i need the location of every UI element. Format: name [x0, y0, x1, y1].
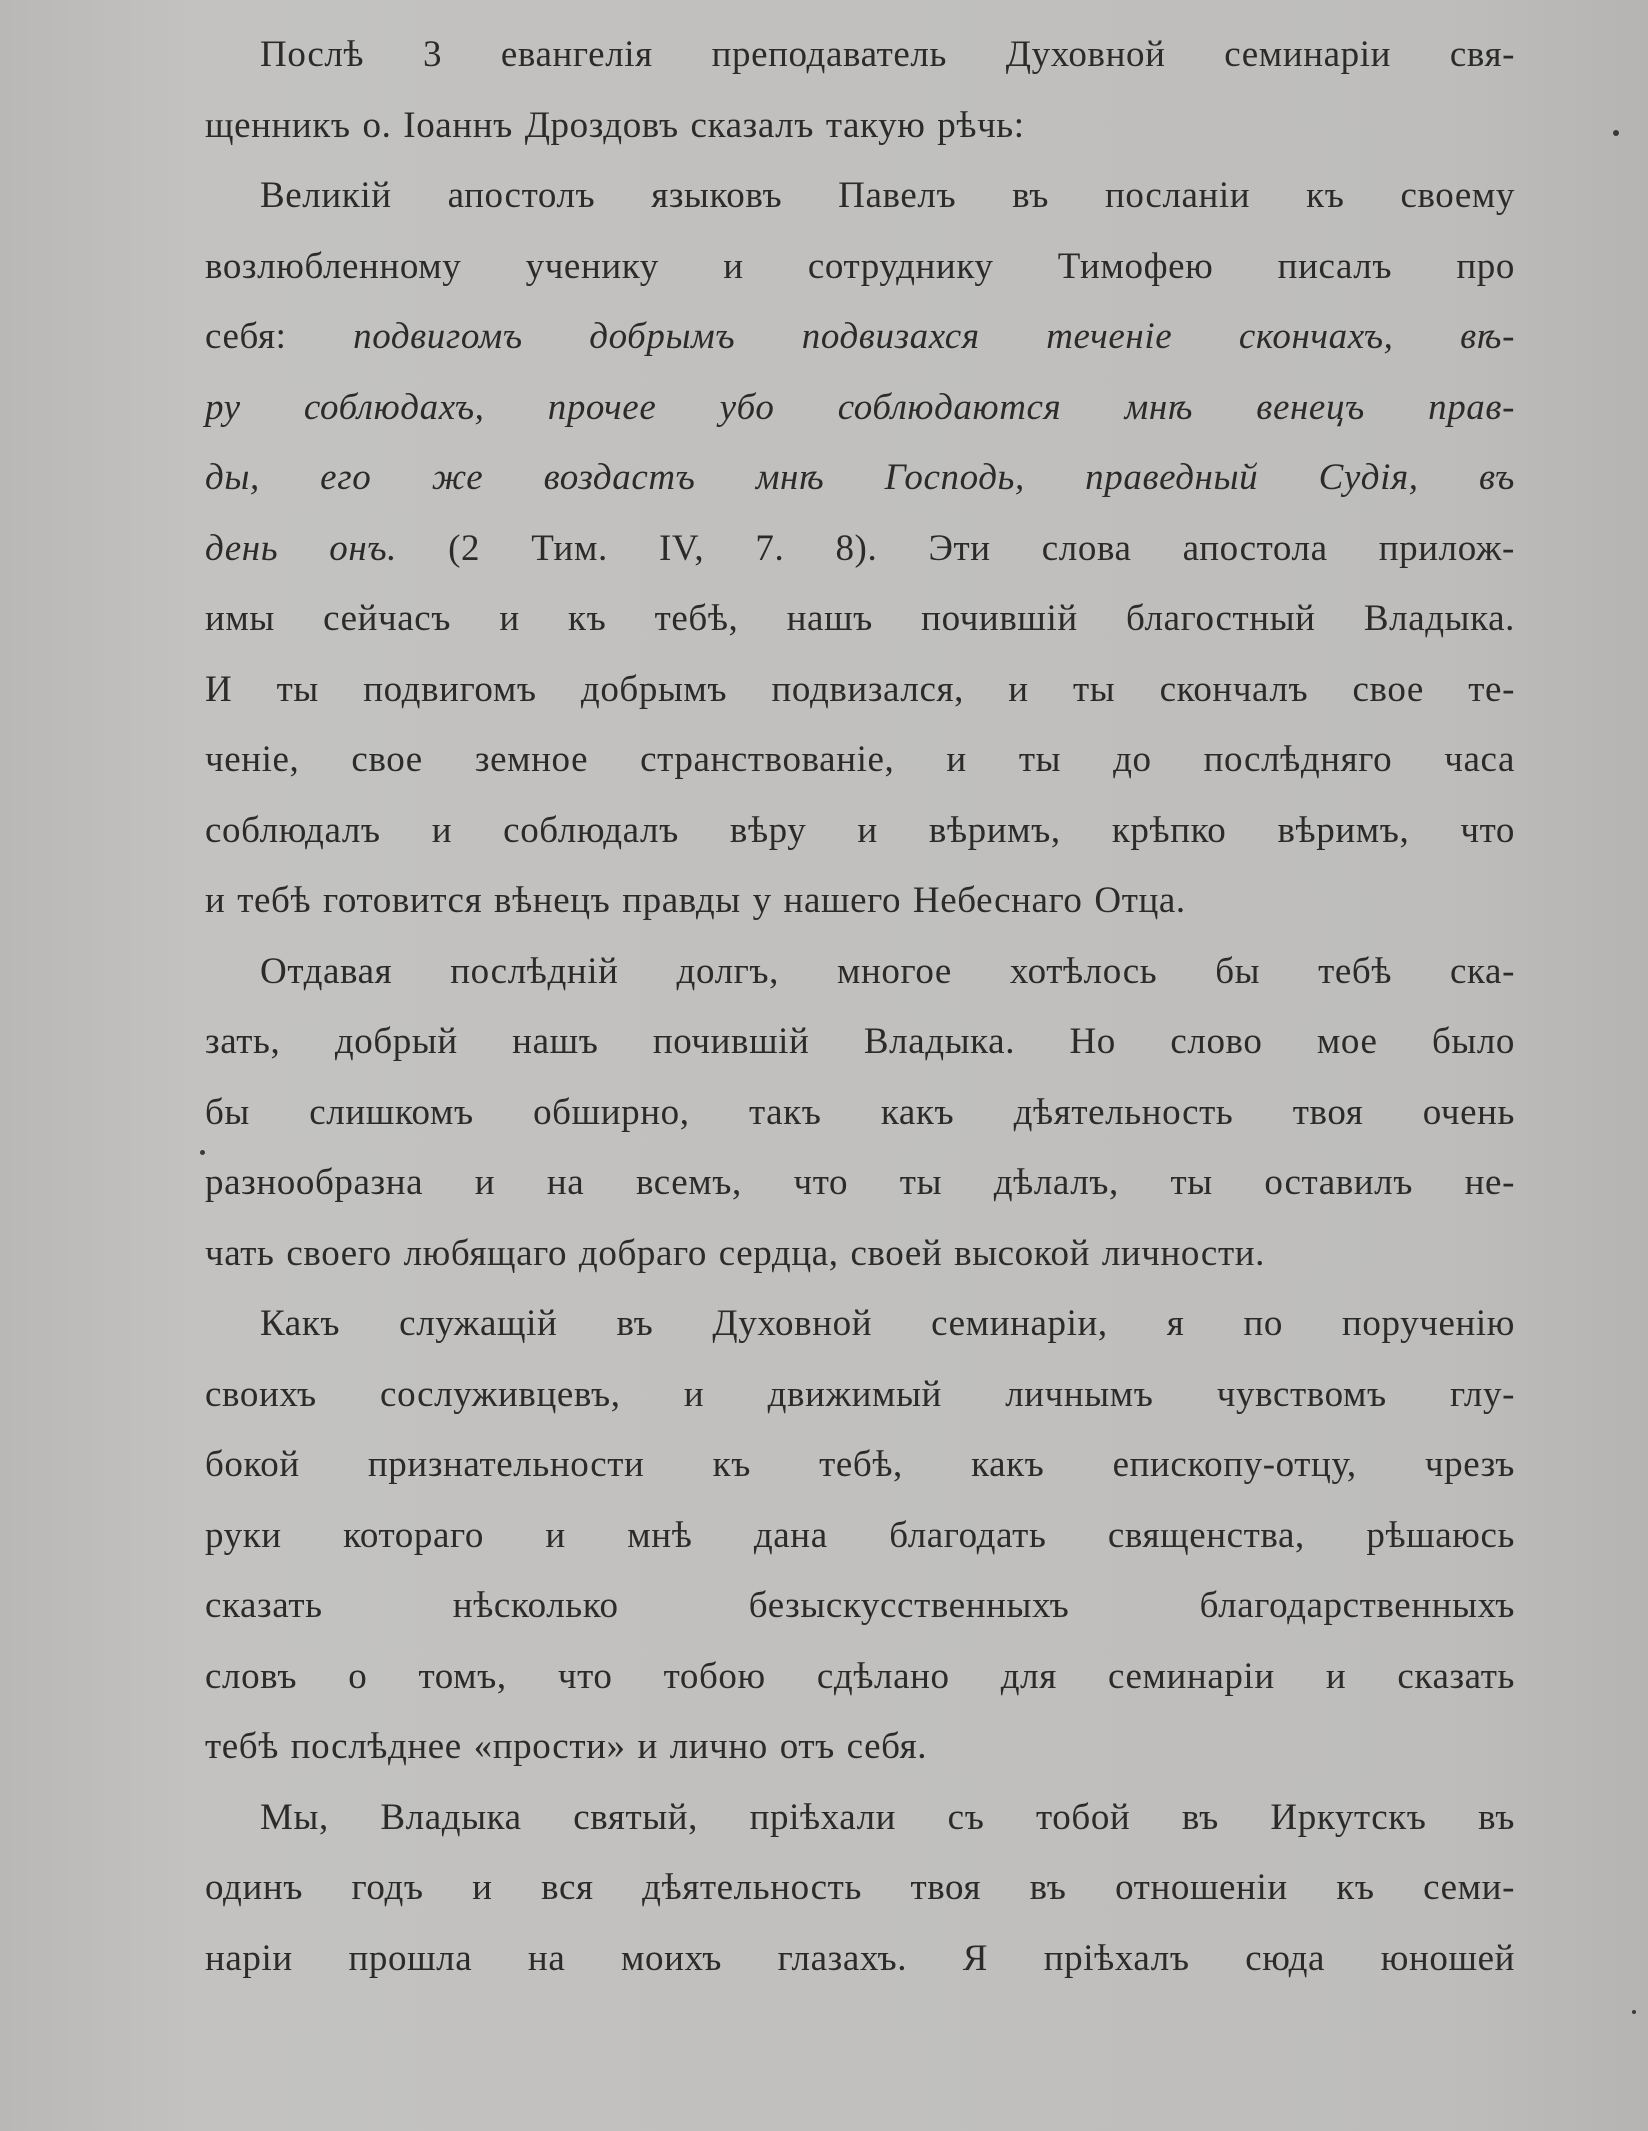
text-line: [205, 655, 1515, 726]
italic-quote-text: ру соблюдахъ, прочее убо соблюдаются мнѣ венецъ прав-: [205, 386, 1515, 428]
body-text: Великій апостолъ языковъ Павелъ въ посланіи къ своему: [260, 175, 1515, 216]
print-speck: [1613, 130, 1619, 136]
text-line: [205, 937, 1515, 1008]
text-line: [205, 1853, 1515, 1924]
body-text: Отдавая послѣдній долгъ, многое хотѣлось бы тебѣ ска-: [260, 950, 1515, 992]
text-line: [205, 796, 1515, 867]
text-line: [205, 302, 1515, 373]
body-text: разнообразна и на всемъ, что ты дѣлалъ, ты оставилъ не-: [205, 1162, 1515, 1203]
print-speck: [200, 1150, 205, 1155]
body-text: тебѣ послѣднее «прости» и лично отъ себя.: [205, 1726, 928, 1767]
text-line: [205, 1924, 1515, 1995]
body-text: своихъ сослуживцевъ, и движимый личнымъ чувствомъ глу-: [205, 1373, 1515, 1415]
body-text: И ты подвигомъ добрымъ подвизался, и ты скончалъ свое те-: [205, 668, 1515, 710]
body-text: Какъ служащій въ Духовной семинаріи, я по порученію: [260, 1303, 1515, 1344]
text-line: [205, 1571, 1515, 1642]
body-text: зать, добрый нашъ почившій Владыка. Но слово мое было: [205, 1021, 1515, 1062]
body-text: чать своего любящаго добраго сердца, своей высокой личности.: [205, 1232, 1265, 1274]
italic-quote-text: день онъ.: [205, 527, 398, 569]
text-line: [205, 1430, 1515, 1501]
text-line: [205, 1078, 1515, 1149]
text-line: [205, 1219, 1515, 1290]
body-text: руки котораго и мнѣ дана благодать священства, рѣшаюсь: [205, 1514, 1515, 1556]
body-text: Мы, Владыка святый, пріѣхали съ тобой въ Иркутскъ въ: [260, 1796, 1515, 1838]
text-line: [205, 1642, 1515, 1713]
text-line: [205, 725, 1515, 796]
text-line: [205, 91, 1515, 162]
body-text: щенникъ о. Іоаннъ Дроздовъ сказалъ такую рѣчь:: [205, 104, 1025, 146]
text-line: [205, 161, 1515, 232]
body-text: словъ о томъ, что тобою сдѣлано для семинаріи и сказать: [205, 1655, 1515, 1697]
print-speck: [1632, 2010, 1636, 2014]
body-text: сказать нѣсколько безыскусственныхъ благодарственныхъ: [205, 1585, 1515, 1626]
italic-quote-text: ды, его же воздастъ мнѣ Господь, праведный Судія, въ: [205, 457, 1515, 498]
italic-quote-text: подвигомъ добрымъ подвизахся теченіе скончахъ, вѣ-: [353, 316, 1515, 357]
body-text: возлюбленному ученику и сотруднику Тимофею писалъ про: [205, 245, 1515, 287]
body-text: и тебѣ готовится вѣнецъ правды у нашего Небеснаго Отца.: [205, 880, 1186, 921]
body-text: соблюдалъ и соблюдалъ вѣру и вѣримъ, крѣпко вѣримъ, что: [205, 809, 1515, 851]
body-text: одинъ годъ и вся дѣятельность твоя въ отношеніи къ семи-: [205, 1867, 1515, 1908]
text-line: [205, 1783, 1515, 1854]
body-text: Послѣ 3 евангелія преподаватель Духовной семинаріи свя-: [260, 34, 1515, 75]
body-text: наріи прошла на моихъ глазахъ. Я пріѣхалъ сюда юношей: [205, 1937, 1515, 1979]
body-text: бокой признательности къ тебѣ, какъ епископу-отцу, чрезъ: [205, 1444, 1515, 1485]
text-line: [205, 514, 1515, 585]
body-text: бы слишкомъ обширно, такъ какъ дѣятельность твоя очень: [205, 1091, 1515, 1133]
body-text: имы сейчасъ и къ тебѣ, нашъ почившій благостный Владыка.: [205, 598, 1515, 639]
body-text: (2 Тим. IV, 7. 8). Эти слова апостола прилож-: [397, 527, 1515, 569]
body-text: ченіе, свое земное странствованіе, и ты до послѣдняго часа: [205, 739, 1515, 780]
text-line: [205, 1289, 1515, 1360]
page-text: [205, 20, 1515, 1994]
text-line: [205, 443, 1515, 514]
text-line: [205, 20, 1515, 91]
text-line: [205, 1501, 1515, 1572]
text-line: [205, 1007, 1515, 1078]
text-line: [205, 232, 1515, 303]
text-line: [205, 1148, 1515, 1219]
text-line: [205, 373, 1515, 444]
text-line: [205, 866, 1515, 937]
text-line: [205, 584, 1515, 655]
text-line: [205, 1360, 1515, 1431]
body-text: себя:: [205, 316, 354, 357]
text-line: [205, 1712, 1515, 1783]
